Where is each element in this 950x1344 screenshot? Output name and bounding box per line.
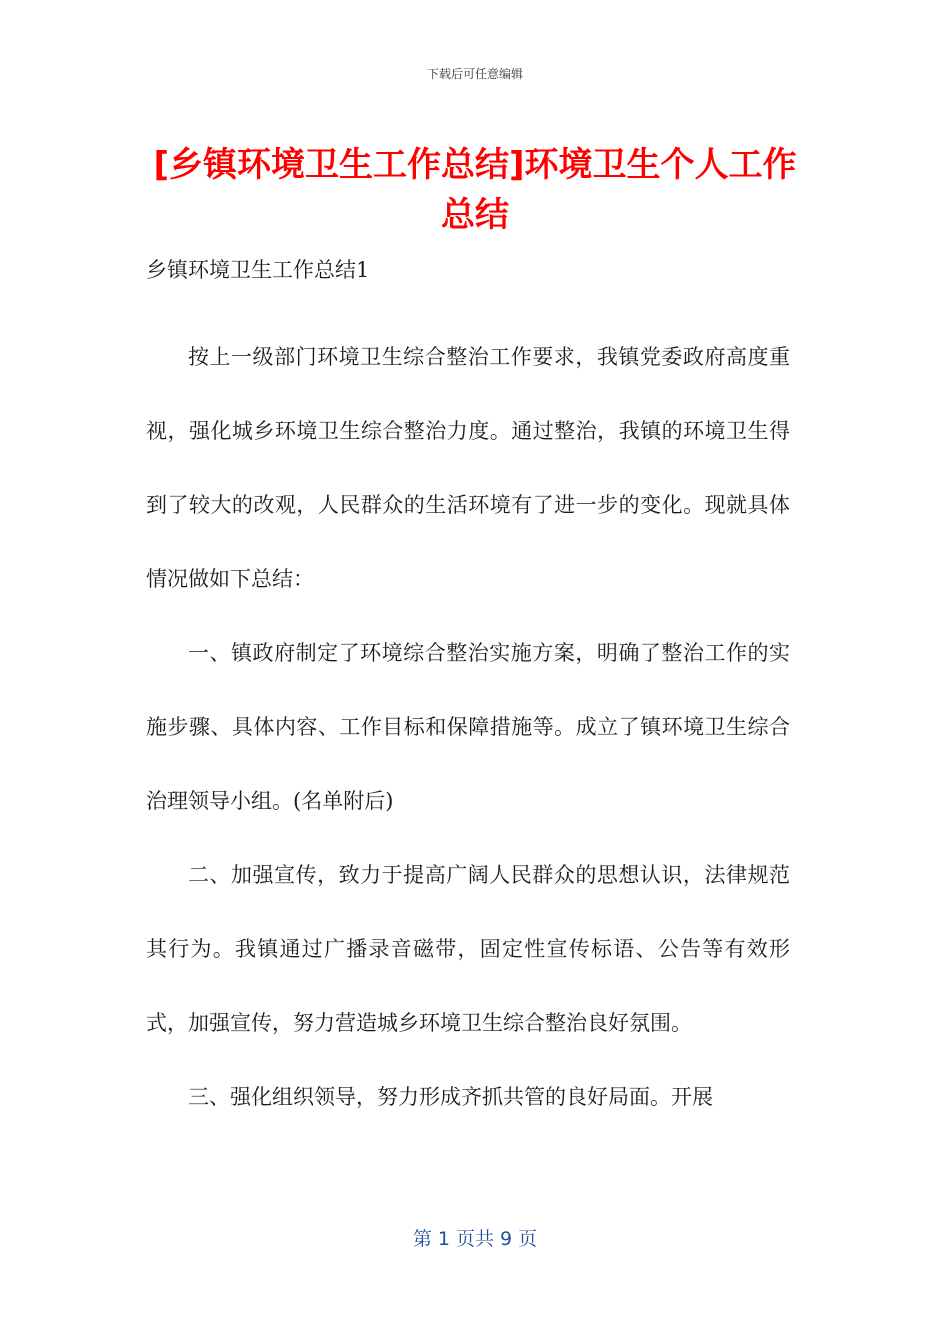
document-body <box>146 246 790 1134</box>
paragraph-three: 三、强化组织领导，努力形成齐抓共管的良好局面。开展 <box>188 1085 713 1109</box>
paragraph-one: 一、镇政府制定了环境综合整治实施方案，明确了整治工作的实施步骤、具体内容、工作目标和保障措施等。成立了镇环境卫生综合治理领导小组。(名单附后) <box>146 641 790 813</box>
paragraph-two: 二、加强宣传，致力于提高广阔人民群众的思想认识，法律规范其行为。我镇通过广播录音磁带，固定性宣传标语、公告等有效形式，加强宣传，努力营造城乡环境卫生综合整治良好氛围。 <box>146 863 790 1035</box>
paragraph-intro: 按上一级部门环境卫生综合整治工作要求，我镇党委政府高度重视，强化城乡环境卫生综合整治力度。通过整治，我镇的环境卫生得到了较大的改观，人民群众的生活环境有了进一步的变化。现就具体情况做如下总结： <box>146 345 790 591</box>
header-note: 下载后可任意编辑 <box>426 67 523 81</box>
document-title: [乡镇环境卫生工作总结]环境卫生个人工作总结 <box>153 145 797 235</box>
section-subheading: 乡镇环境卫生工作总结1 <box>146 258 370 282</box>
page-indicator: 第 1 页共 9 页 <box>412 1228 538 1250</box>
